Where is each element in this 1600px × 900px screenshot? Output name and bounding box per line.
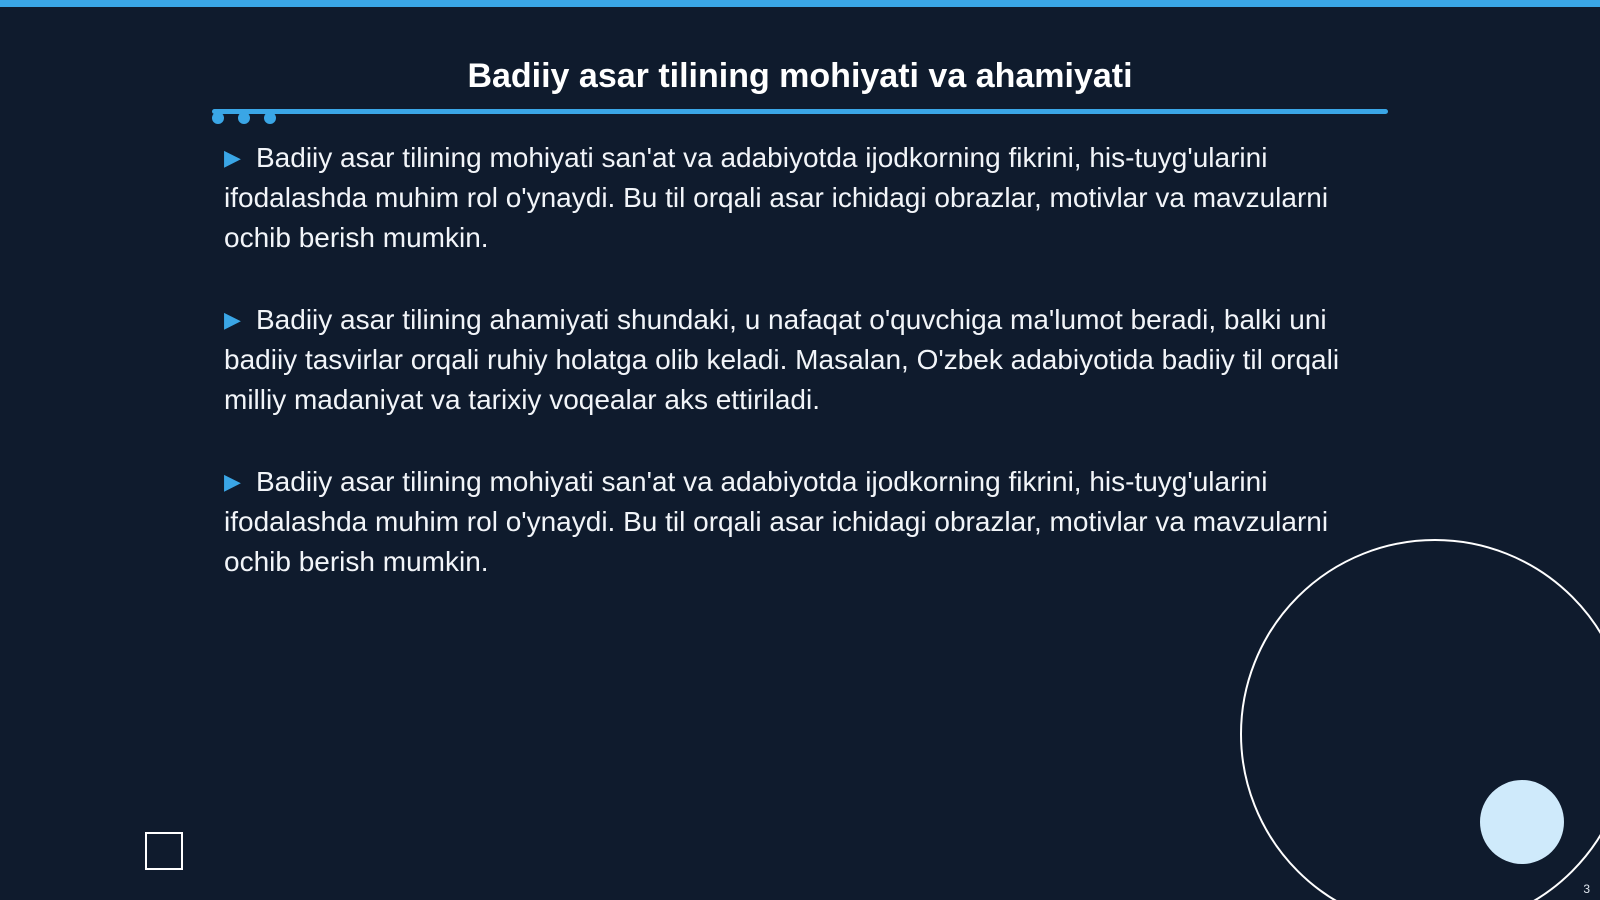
decorative-dot — [212, 112, 224, 124]
title-underline — [212, 109, 1388, 114]
top-accent-bar — [0, 0, 1600, 7]
decorative-dot — [238, 112, 250, 124]
bullet-text: Badiiy asar tilining ahamiyati shundaki, u nafaqat o'quvchiga ma'lumot beradi, balki uni badiiy tasvirlar orqali ruhiy holatga olib keladi. Masalan, O'zbek adabiyotida badiiy til orqali milliy madaniyat va tarixiy voqealar aks ettiriladi. — [224, 304, 1340, 415]
bullet-text: Badiiy asar tilining mohiyati san'at va adabiyotda ijodkorning fikrini, his-tuyg'ularini ifodalashda muhim rol o'ynaydi. Bu til orqali asar ichidagi obrazlar, motivlar va mavzularni ochib berish mumkin. — [224, 466, 1329, 577]
bullet-list — [224, 138, 1384, 624]
triangle-bullet-icon: ▶ — [224, 307, 241, 332]
slide-title: Badiiy asar tilining mohiyati va ahamiyati — [467, 57, 1133, 95]
bullet-paragraph-1 — [224, 138, 1384, 258]
bullet-paragraph-3 — [224, 462, 1384, 582]
decorative-square — [145, 832, 183, 870]
bullet-paragraph-2 — [224, 300, 1384, 420]
triangle-bullet-icon: ▶ — [224, 469, 241, 494]
bullet-text: Badiiy asar tilining mohiyati san'at va adabiyotda ijodkorning fikrini, his-tuyg'ularini ifodalashda muhim rol o'ynaydi. Bu til orqali asar ichidagi obrazlar, motivlar va mavzularni ochib berish mumkin. — [224, 142, 1329, 253]
triangle-bullet-icon: ▶ — [224, 145, 241, 170]
page-number: 3 — [1583, 882, 1590, 896]
decorative-small-circle — [1480, 780, 1564, 864]
decorative-dot — [264, 112, 276, 124]
